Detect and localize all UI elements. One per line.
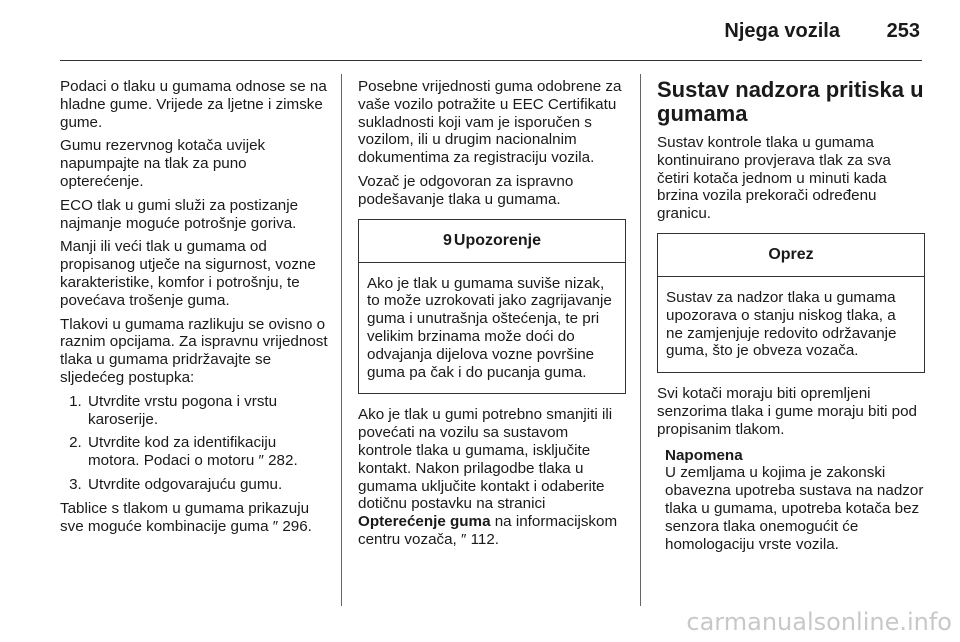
note-block [657, 447, 925, 554]
caution-body: Sustav za nadzor tlaka u gumama upozorava o stanju niskog tlaka, a ne zamjenjuje redovito održavanje guma, što je obveza vozača. [666, 288, 897, 360]
list-item: 1. Utvrdite vrstu pogona i vrstu karoserije. [86, 393, 328, 429]
paragraph: Vozač je odgovoran za ispravno podešavanje tlaka u gumama. [358, 172, 574, 208]
watermark: carmanualsonline.info [686, 608, 952, 636]
page-title: Njega vozila [724, 20, 840, 42]
note-title: Napomena [665, 446, 743, 464]
paragraph: Manji ili veći tlak u gumama od propisanog utječe na sigurnost, vozne karakteristike, komfor i potrošnju, te povećava trošenje guma. [60, 238, 316, 309]
paragraph: Gumu rezervnog kotača uvijek napumpajte na tlak za puno opterećenje. [60, 137, 266, 190]
paragraph: Posebne vrijednosti guma odobrene za vaše vozilo potražite u EEC Certifikatu sukladnosti koji vam je isporučen s vozilom, ili u drugim nacionalnim dokumentima za registraciju vozila. [358, 78, 622, 167]
column-3 [657, 78, 925, 553]
paragraph: Tablice s tlakom u gumama prikazuju sve moguće kombinacije guma ″ 296. [60, 499, 312, 535]
warning-body: Ako je tlak u gumama suviše nizak, to može uzrokovati jako zagrijavanje guma i unutrašnja oštećenja, te pri velikim brzinama može doći do odvajanja dijelova vozne površine guma pa čak i do pucanja guma. [367, 274, 612, 381]
warning-title: Upozorenje [453, 231, 542, 249]
paragraph: Svi kotači moraju biti opremljeni senzorima tlaka i gume moraju biti pod propisanim tlakom. [657, 385, 917, 438]
warning-icon: 9 [442, 231, 452, 249]
warning-box [358, 219, 626, 395]
section-heading: Sustav nadzora pritiska u gumama [657, 77, 924, 126]
column-2 [358, 78, 626, 555]
paragraph-text: na informacijskom centru vozača, ″ 112. [358, 513, 618, 548]
column-1 [60, 78, 328, 541]
page-number: 253 [886, 20, 920, 42]
paragraph [358, 406, 626, 548]
paragraph: ECO tlak u gumi služi za postizanje najmanje moguće potrošnje goriva. [60, 196, 299, 232]
column-divider [640, 74, 641, 606]
column-divider [341, 74, 342, 606]
caution-box [657, 233, 925, 373]
caution-header: Oprez [658, 234, 924, 277]
menu-reference: Opterećenje guma [358, 513, 491, 531]
list-item: 2. Utvrdite kod za identifikaciju motora. Podaci o motoru ″ 282. [86, 434, 328, 470]
paragraph: Sustav kontrole tlaka u gumama kontinuirano provjerava tlak za sva četiri kotača jednom u minuti kada brzina vozila prekorači određenu granicu. [657, 134, 891, 223]
list-item: 3. Utvrdite odgovarajuću gumu. [86, 476, 328, 494]
note-body: U zemljama u kojima je zakonski obavezna upotreba sustava na nadzor tlaka u gumama, upotreba kotača bez senzora tlaka onemogućit će homologaciju vrste vozila. [665, 464, 924, 553]
page-header [60, 0, 922, 61]
paragraph: Tlakovi u gumama razlikuju se ovisno o raznim opcijama. Za ispravnu vrijednost tlaka u gumama pridržavajte se sljedećeg postupka: [60, 315, 328, 386]
paragraph: Podaci o tlaku u gumama odnose se na hladne gume. Vrijede za ljetne i zimske gume. [60, 78, 327, 131]
warning-header [359, 220, 625, 263]
steps-list [60, 393, 328, 494]
paragraph-text: Ako je tlak u gumi potrebno smanjiti ili povećati na vozilu sa sustavom kontrole tlaka u gumama, isključite kontakt. Nakon prilagodbe tlaka u gumama uključite kontakt i odaberite dotičnu postavku na stranici [358, 406, 613, 513]
